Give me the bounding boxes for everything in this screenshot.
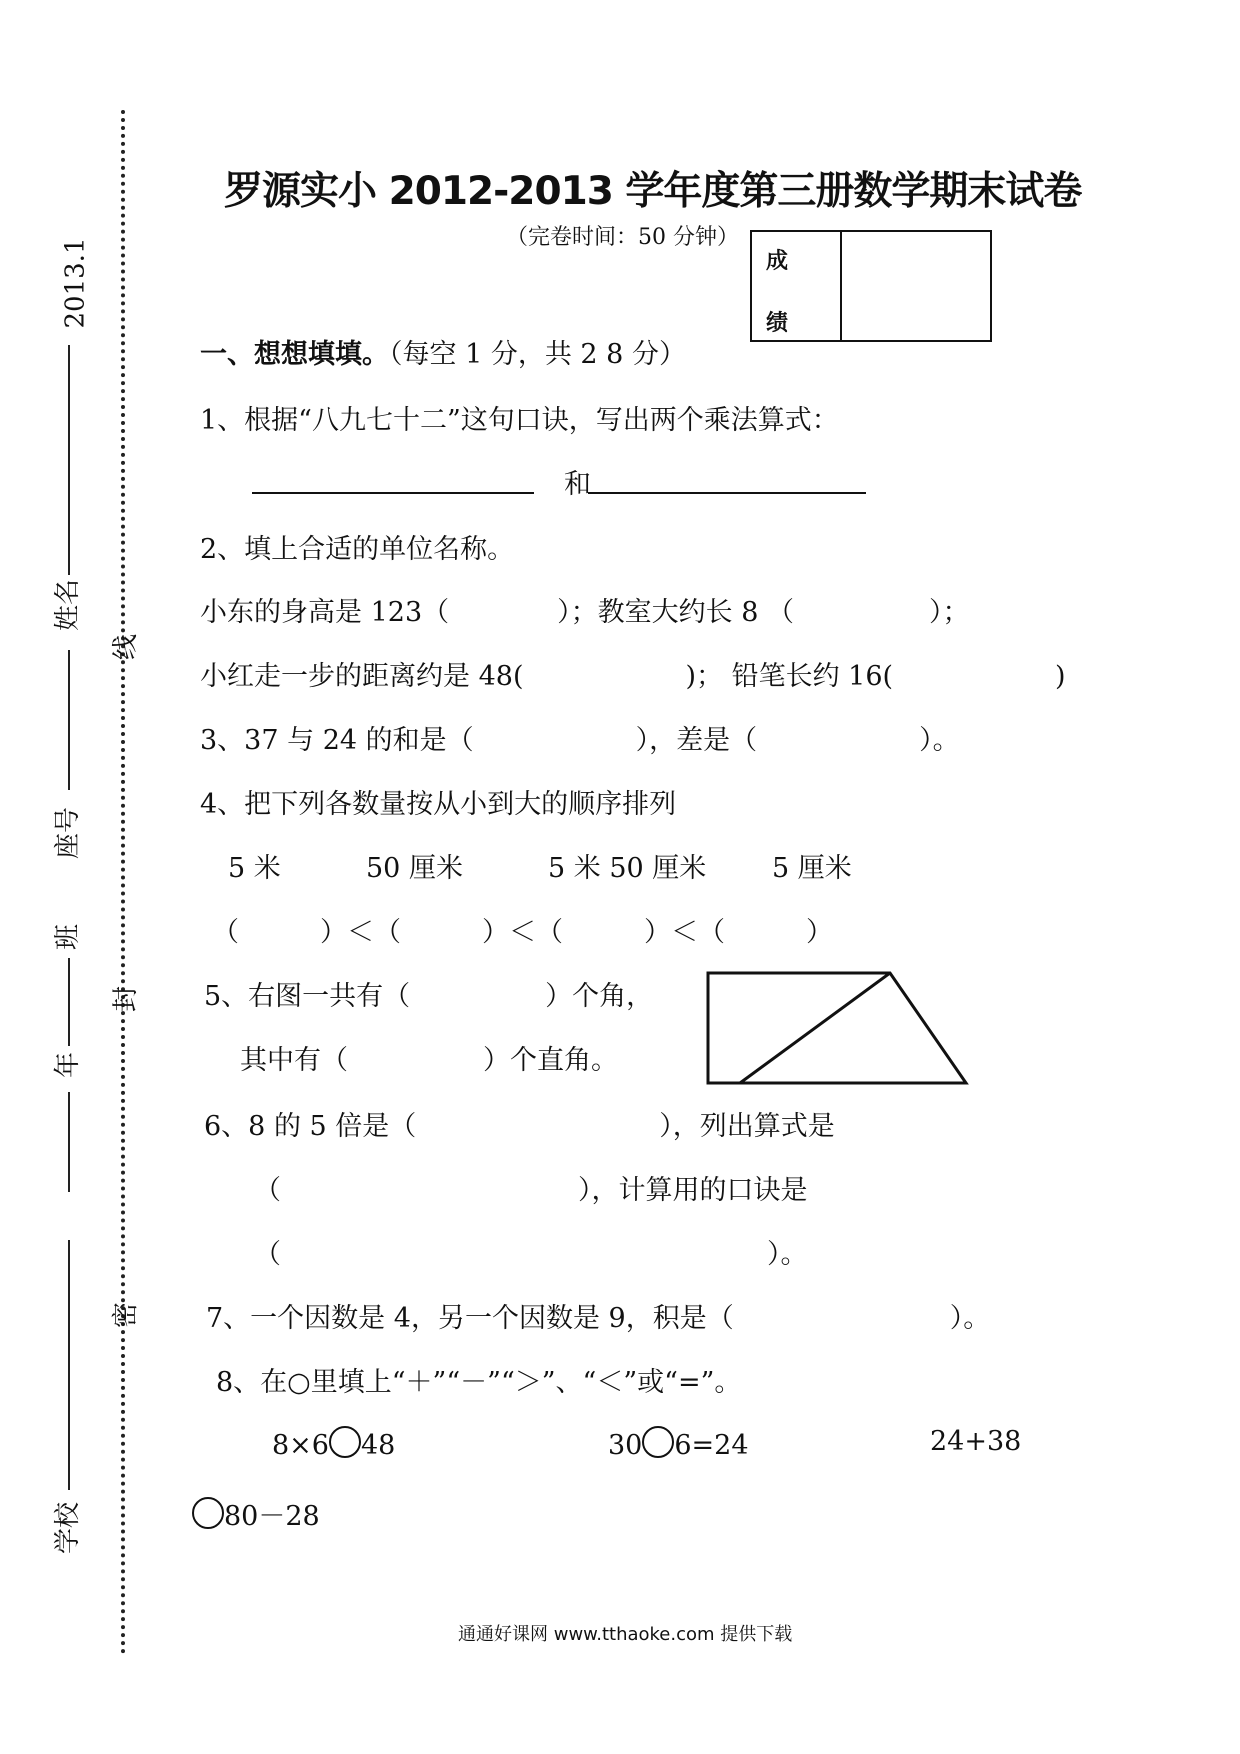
q1-and: 和 bbox=[564, 469, 591, 500]
q8-e3-circle[interactable] bbox=[192, 1497, 224, 1529]
q3-text: 3、37 与 24 的和是（ ），差是（ ）。 bbox=[200, 725, 960, 756]
q4-order-line: （ ）＜（ ）＜（ ）＜（ ） bbox=[212, 917, 833, 948]
score-label-2: 绩 bbox=[766, 310, 789, 336]
q5-diagonal bbox=[740, 973, 890, 1083]
q4-item-3: 5 米 50 厘米 bbox=[548, 853, 707, 884]
score-label-1: 成 bbox=[766, 248, 789, 274]
q7-text: 7、一个因数是 4，另一个因数是 9，积是（ ）。 bbox=[206, 1303, 991, 1334]
q8-e1-left: 8×6 bbox=[272, 1430, 329, 1461]
q5-trapezoid bbox=[708, 973, 966, 1083]
q8-e2-left: 30 bbox=[608, 1430, 643, 1461]
q5-line2: 其中有（ ）个直角。 bbox=[240, 1045, 618, 1076]
margin-line-1 bbox=[68, 345, 70, 575]
q1-blank-1[interactable] bbox=[252, 492, 534, 494]
q6-line3: （ ）。 bbox=[254, 1239, 808, 1270]
q1-blank-2[interactable] bbox=[588, 492, 866, 494]
seal-feng: 封 bbox=[111, 985, 142, 1013]
seal-xian: 线 bbox=[111, 633, 142, 661]
margin-name-label: 姓名 bbox=[53, 578, 84, 632]
q1-text: 1、根据“八九七十二”这句口诀，写出两个乘法算式： bbox=[200, 405, 839, 436]
score-box bbox=[750, 230, 992, 342]
q4-item-2: 50 厘米 bbox=[366, 853, 463, 884]
q8-e2-right: 6=24 bbox=[674, 1430, 749, 1461]
margin-seat-label: 座号 bbox=[53, 806, 84, 860]
margin-line-5 bbox=[68, 1240, 70, 1490]
score-box-divider bbox=[840, 232, 842, 340]
q4-item-4: 5 厘米 bbox=[772, 853, 852, 884]
q8-e1-circle[interactable] bbox=[329, 1426, 361, 1458]
q2-text: 2、填上合适的单位名称。 bbox=[200, 534, 515, 565]
section-1-title: 一、想想填填。 bbox=[200, 339, 389, 370]
seal-mi: 密 bbox=[111, 1301, 142, 1329]
q2-line1: 小东的身高是 123（ ）；教室大约长 8 （ ）； bbox=[200, 597, 970, 628]
q8-e2-circle[interactable] bbox=[642, 1426, 674, 1458]
margin-date: 2013.1 bbox=[60, 237, 91, 329]
q5-figure bbox=[700, 965, 980, 1090]
page-title: 罗源实小 2012-2013 学年度第三册数学期末试卷 bbox=[224, 169, 1082, 214]
q4-item-1: 5 米 bbox=[228, 853, 281, 884]
q6-line2: （ ），计算用的口诀是 bbox=[254, 1175, 808, 1206]
q8-e1-right: 48 bbox=[360, 1430, 396, 1461]
margin-line-4 bbox=[68, 1092, 70, 1192]
q8-e3-right: 80－28 bbox=[224, 1501, 320, 1532]
footer-text: 通通好课网 www.tthaoke.com 提供下载 bbox=[458, 1624, 793, 1645]
section-1-note: （每空 1 分，共 2 8 分） bbox=[389, 339, 686, 370]
q4-text: 4、把下列各数量按从小到大的顺序排列 bbox=[200, 789, 677, 820]
margin-line-2 bbox=[68, 650, 70, 790]
margin-school-label: 学校 bbox=[53, 1501, 84, 1555]
section-1-heading bbox=[200, 332, 686, 371]
q2-line2: 小红走一步的距离约是 48( )； 铅笔长约 16( ) bbox=[200, 661, 1066, 692]
q8-expr-2 bbox=[608, 1426, 749, 1461]
margin-class-label: 班 bbox=[53, 923, 84, 951]
q8-e3-left: 24+38 bbox=[930, 1426, 1022, 1457]
margin-grade-label: 年 bbox=[53, 1051, 84, 1079]
q8-text: 8、在○里填上“＋”“－”“＞”、“＜”或“=”。 bbox=[216, 1367, 742, 1398]
q5-line1: 5、右图一共有（ ）个角， bbox=[204, 981, 654, 1012]
binding-dotted-line bbox=[121, 110, 125, 1655]
q6-line1: 6、8 的 5 倍是（ ），列出算式是 bbox=[204, 1111, 835, 1142]
q8-expr-3-cont bbox=[192, 1494, 320, 1533]
page-subtitle: （完卷时间：50 分钟） bbox=[506, 225, 739, 250]
q8-expr-1 bbox=[272, 1426, 395, 1461]
margin-line-3 bbox=[68, 958, 70, 1046]
